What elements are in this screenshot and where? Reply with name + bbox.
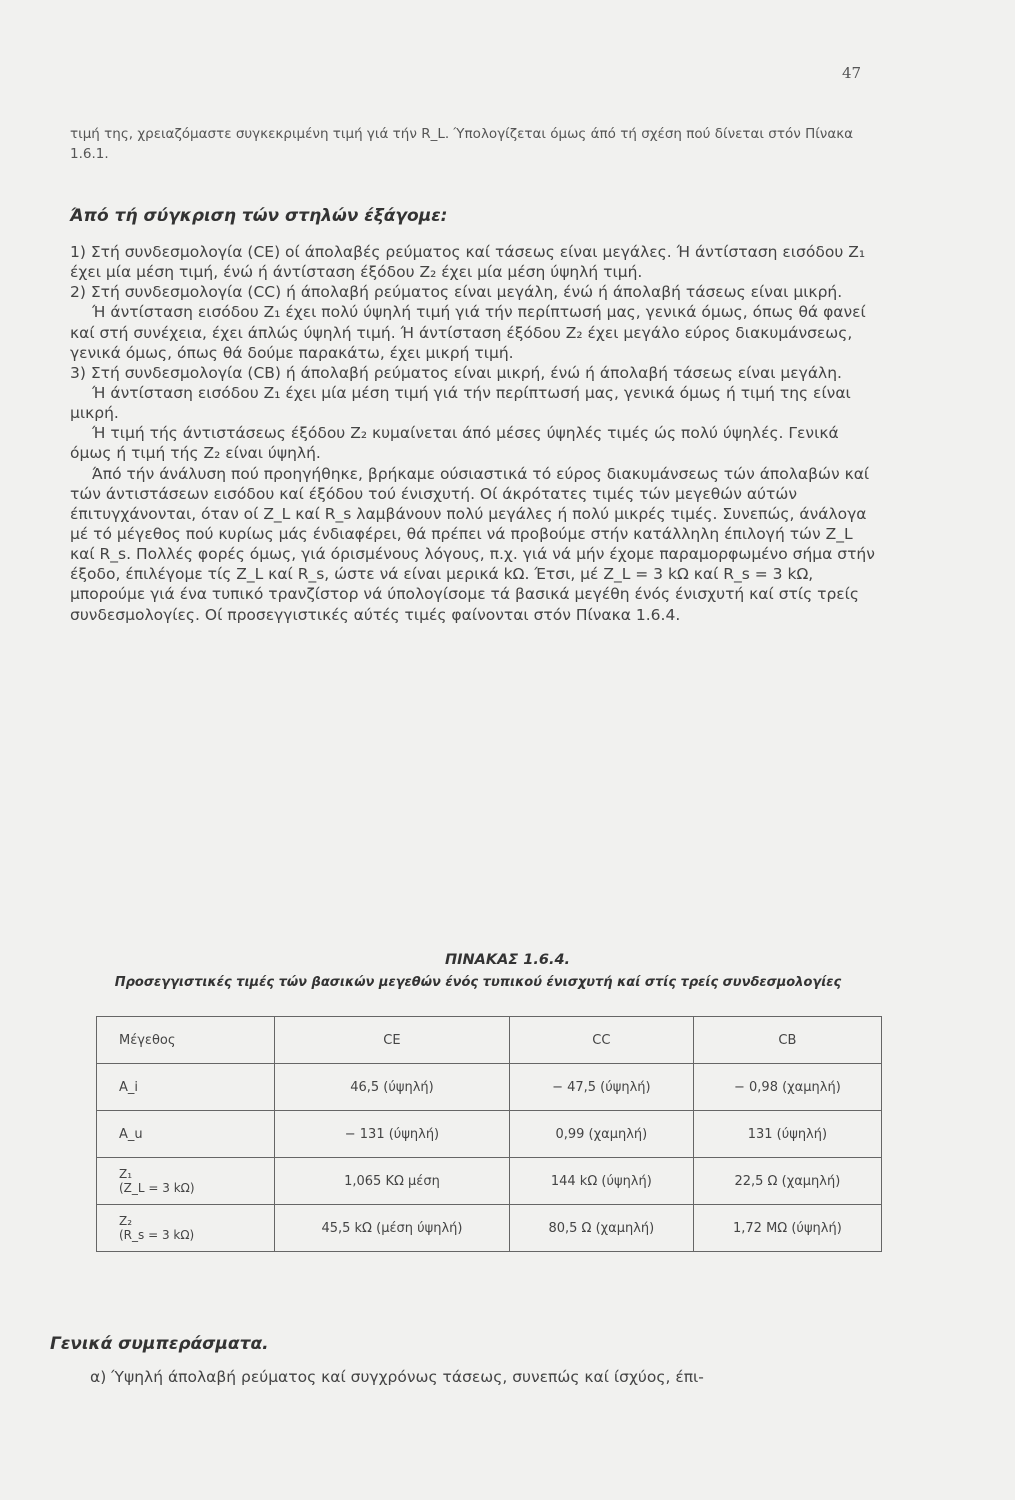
row-label-cell — [97, 1158, 275, 1205]
paragraph: 1) Στή συνδεσμολογία (CE) οί άπολαβές ρεύματος καί τάσεως είναι μεγάλες. Ή άντίσταση εισόδου Z₁ έχει μία μέση τιμή, ένώ ή άντίσταση έξόδου Z₂ έχει μία μέση ύψηλή τιμή. — [70, 243, 866, 282]
table-cell: 1,72 MΩ (ύψηλή) — [693, 1205, 881, 1252]
table-row — [97, 1158, 882, 1205]
table-cell: 22,5 Ω (χαμηλή) — [693, 1158, 881, 1205]
header-cell: CE — [275, 1017, 510, 1064]
table-cell: − 0,98 (χαμηλή) — [693, 1064, 881, 1111]
paragraph: 3) Στή συνδεσμολογία (CB) ή άπολαβή ρεύματος είναι μικρή, ένώ ή άπολαβή τάσεως είναι μεγάλη. — [70, 363, 842, 382]
table-cell: 45,5 kΩ (μέση ύψηλή) — [275, 1205, 510, 1252]
paragraph: Ή άντίσταση εισόδου Z₁ έχει μία μέση τιμή γιά τήν περίπτωσή μας, γενικά όμως ή τιμή της είναι μικρή. — [70, 383, 851, 423]
table-cell: 131 (ύψηλή) — [693, 1111, 881, 1158]
paragraph: Άπό τήν άνάλυση πού προηγήθηκε, βρήκαμε ούσιαστικά τό εύρος διακυμάνσεως τών άπολαβών καί τών άντιστάσεων εισόδου καί έξόδου τού ένισχυτή. Οί άκρότατες τιμές τών μεγεθών αύτών έπιτυγχάνονται, όταν οί Z_L καί R_s λαμβάνουν πολύ μεγάλες ή πολύ μικρές τιμές. Συνεπώς, άνάλογα μέ τό μέγεθος πού κυρίως μάς ένδιαφέρει, θά πρέπει νά προβούμε στήν κατάλληλη έπιλογή τών Z_L καί R_s. Πολλές φορές όμως, γιά όρισμένους λόγους, π.χ. γιά νά μήν έχομε παραμορφωμένο σήμα στήν έξοδο, έπιλέγομε τίς Z_L καί R_s, ώστε νά είναι μερικά kΩ. Έτσι, μέ Z_L = 3 kΩ καί R_s = 3 kΩ, μπορούμε γιά ένα τυπικό τρανζίστορ νά ύπολογίσομε τά βασικά μεγέθη ένός ένισχυτή καί στίς τρείς συνδεσμολογίες. Οί προσεγγιστικές αύτές τιμές φαίνονται στόν Πίνακα 1.6.4. — [70, 464, 875, 624]
header-cell: Μέγεθος — [97, 1017, 275, 1064]
header-cell: CC — [509, 1017, 693, 1064]
paragraph: 2) Στή συνδεσμολογία (CC) ή άπολαβή ρεύματος είναι μεγάλη, ένώ ή άπολαβή τάσεως είναι μικρή. — [70, 283, 843, 302]
row-sublabel: (R_s = 3 kΩ) — [119, 1228, 195, 1242]
row-label: Z₁ — [119, 1167, 133, 1181]
table-row — [97, 1111, 882, 1158]
paragraph: Ή άντίσταση εισόδου Z₁ έχει πολύ ύψηλή τιμή γιά τήν περίπτωσή μας, γενικά όμως, όπως θά φανεί καί στή συνέχεια, έχει άπλώς ύψηλή τιμή. Ή άντίσταση έξόδου Z₂ έχει μεγάλο εύρος διακυμάνσεως, γενικά όμως, όπως θά δούμε παρακάτω, έχει μικρή τιμή. — [70, 303, 866, 362]
table-header-row — [97, 1017, 882, 1064]
table-cell: 46,5 (ύψηλή) — [275, 1064, 510, 1111]
table-cell: 0,99 (χαμηλή) — [509, 1111, 693, 1158]
row-label: A_i — [97, 1064, 275, 1111]
table-row — [97, 1205, 882, 1252]
conclusions-heading: Γενικά συμπεράσματα. — [50, 1334, 269, 1354]
paragraph: Ή τιμή τής άντιστάσεως έξόδου Z₂ κυμαίνεται άπό μέσες ύψηλές τιμές ώς πολύ ύψηλές. Γενικά όμως ή τιμή τής Z₂ είναι ύψηλή. — [70, 424, 839, 463]
values-table — [96, 1016, 882, 1252]
table-cell: 80,5 Ω (χαμηλή) — [509, 1205, 693, 1252]
row-label-cell — [97, 1205, 275, 1252]
table-row — [97, 1064, 882, 1111]
page-number: 47 — [842, 64, 862, 82]
table-cell: 1,065 KΩ μέση — [275, 1158, 510, 1205]
row-sublabel: (Z_L = 3 kΩ) — [119, 1181, 195, 1195]
header-cell: CB — [693, 1017, 881, 1064]
conclusion-item: α) Ύψηλή άπολαβή ρεύματος καί συγχρόνως τάσεως, συνεπώς καί ίσχύος, έπι- — [90, 1368, 704, 1386]
table-cell: − 131 (ύψηλή) — [275, 1111, 510, 1158]
row-label: A_u — [97, 1111, 275, 1158]
body-text — [70, 242, 880, 625]
row-label: Z₂ — [119, 1214, 133, 1228]
table-caption: ΠΙΝΑΚΑΣ 1.6.4. — [444, 952, 571, 968]
table-cell: − 47,5 (ύψηλή) — [509, 1064, 693, 1111]
section-heading: Άπό τή σύγκριση τών στηλών έξάγομε: — [70, 206, 448, 226]
table-subcaption: Προσεγγιστικές τιμές τών βασικών μεγεθών ένός τυπικού ένισχυτή καί στίς τρείς συνδεσμολογίες — [114, 975, 842, 990]
intro-text: τιμή της, χρειαζόμαστε συγκεκριμένη τιμή γιά τήν R_L. Ύπολογίζεται όμως άπό τή σχέση πού δίνεται στόν Πίνακα 1.6.1. — [70, 126, 854, 163]
table-cell: 144 kΩ (ύψηλή) — [509, 1158, 693, 1205]
